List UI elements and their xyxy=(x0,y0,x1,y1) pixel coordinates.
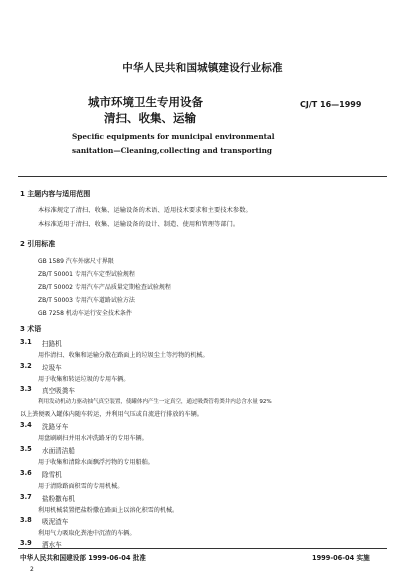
term-name: 洗路牙车 xyxy=(42,423,69,431)
term-number: 3.6 xyxy=(20,469,32,477)
reference-item: GB 7258 机动车运行安全技术条件 xyxy=(38,310,132,317)
term-number: 3.7 xyxy=(20,493,32,501)
title-divider xyxy=(18,176,387,177)
term-number: 3.8 xyxy=(20,516,32,524)
term-definition: 用于收集和转运垃圾的专用车辆。 xyxy=(38,376,130,383)
term-number: 3.1 xyxy=(20,338,32,346)
term-definition: 用作清扫、收集和运输分散在路面上的垃圾尘土等污物的机械。 xyxy=(38,352,209,359)
section-1-heading: 1 主题内容与适用范围 xyxy=(20,190,91,198)
section-2-heading: 2 引用标准 xyxy=(20,240,56,248)
term-definition: 利用机械装置把盐粉撒在路面上以溶化积雪的机械。 xyxy=(38,507,179,514)
term-number: 3.2 xyxy=(20,362,32,370)
term-definition-continued: 以上粪便吸入罐体内随车转运，并利用气压或自流进行排放的车辆。 xyxy=(20,411,203,418)
standard-number: CJ/T 16—1999 xyxy=(300,100,362,109)
term-definition: 利用发动机动力驱动抽气真空装置，使罐体内产生一定真空，通过吸粪管将粪井内总含水量 92% xyxy=(38,399,272,405)
term-definition: 用于收集和清除水面飘浮污物的专用船舶。 xyxy=(38,459,154,466)
term-definition: 用盘刷刷扫并用水冲洗路牙的专用车辆。 xyxy=(38,435,148,442)
section-1-paragraph-1: 本标准规定了清扫、收集、运输设备的术语、适用技术要求和主要技术参数。 xyxy=(38,207,252,214)
title-chinese-line1: 城市环境卫生专用设备 xyxy=(88,95,203,109)
reference-item: ZB/T 50001 专用汽车定型试验规程 xyxy=(38,271,135,278)
term-name: 盐粉撒布机 xyxy=(42,495,75,503)
term-name: 除雪机 xyxy=(42,471,62,479)
term-name: 扫路机 xyxy=(42,340,62,348)
reference-item: ZB/T 50003 专用汽车道路试验方法 xyxy=(38,297,135,304)
term-number: 3.5 xyxy=(20,445,32,453)
approval-line: 中华人民共和国建设部 1999-06-04 批准 xyxy=(20,554,146,562)
term-definition: 利用气力吸取化粪池中沉渣的车辆。 xyxy=(38,530,136,537)
term-name: 水面清洁船 xyxy=(42,447,75,455)
term-number: 3.3 xyxy=(20,385,32,393)
term-name: 真空吸粪车 xyxy=(42,387,75,395)
title-english-line1: Specific equipments for municipal environmental xyxy=(72,132,275,141)
term-name: 垃圾车 xyxy=(42,364,62,372)
section-3-heading: 3 术语 xyxy=(20,325,42,333)
term-number: 3.9 xyxy=(20,539,32,547)
reference-item: ZB/T 50002 专用汽车产品质量定期检查试验规程 xyxy=(38,284,171,291)
section-1-paragraph-2: 本标准适用于清扫、收集、运输设备的设计、制造、使用和管理等部门。 xyxy=(38,221,240,228)
implementation-date: 1999-06-04 实施 xyxy=(312,554,370,562)
term-definition: 用于清除路面积雪的专用机械。 xyxy=(38,483,124,490)
term-name: 洒水车 xyxy=(42,541,62,549)
page-number: 2 xyxy=(30,566,34,573)
term-name: 吸泥渣车 xyxy=(42,518,69,526)
title-english-line2: sanitation—Cleaning,collecting and transporting xyxy=(72,146,273,155)
term-number: 3.4 xyxy=(20,421,32,429)
title-chinese-line2: 清扫、收集、运输 xyxy=(104,111,196,125)
footer-divider xyxy=(18,548,387,549)
issuer-header: 中华人民共和国城镇建设行业标准 xyxy=(122,62,283,74)
reference-item: GB 1589 汽车外廓尺寸界限 xyxy=(38,258,114,265)
